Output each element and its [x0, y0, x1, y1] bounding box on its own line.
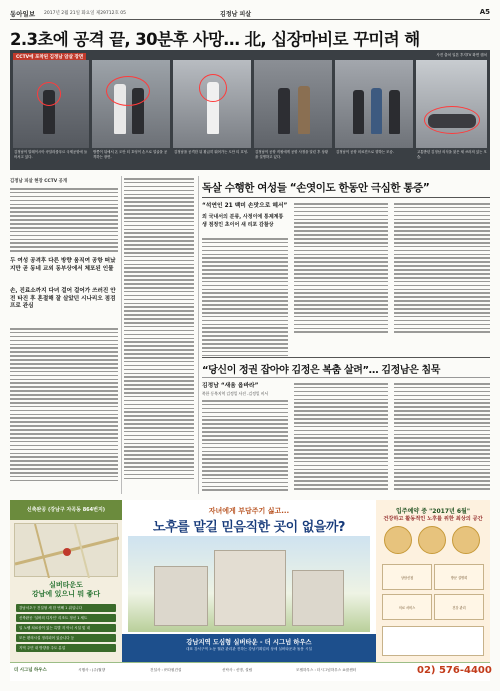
cctv-frame-5 [335, 60, 413, 148]
col2-section-title: “석연인 21 백미 손맛으로 헤서” [202, 203, 288, 209]
cctv-frame-2 [92, 60, 170, 148]
col2-subhead: 외 국내서의 분류, 사정이에 통제계통 생 점정인 초이어 새 리포 감찰상 [202, 214, 284, 228]
ad-location-map [14, 523, 118, 577]
cctv-caption-5: 김정남이 공항 의료진으로 향하는 모습. [336, 150, 394, 154]
section-title: 김정남 피살 [220, 11, 252, 18]
ad-building-image [128, 536, 370, 632]
col1-subhead-2: 손, 진료소까지 다녀 걸어 걸어가 쓰러진 안전 타진 후 혼절해 잘 살았던 시나리오 점검 프로 관심 [10, 288, 116, 309]
ad-right-panel [376, 500, 490, 662]
ad-brand: 더 시그넘 하우스 [14, 668, 47, 673]
col2-text-a [202, 238, 288, 359]
cctv-caption-4: 김정남이 공항 직원에게 공항 사정을 알린 후 상황을 설명하고 있다. [255, 150, 329, 159]
col4-text [394, 203, 490, 335]
ad-strip-sub: 대표 강서구역 노동 월관 관리관 전하는 강남기획업의 상세 실버타운과 돌봄 시설 [186, 647, 312, 651]
cctv-frame-4 [254, 60, 332, 148]
col1-subhead-1: 두 여성 공격후 다른 방향 움직여 공항 떠났지만 곧 동네 교외 동부상에서 체포된 인물 [10, 258, 116, 272]
main-headline: 2.3초에 공격 끝, 30분후 사망… 北, 십장마비로 꾸미려 해 [10, 30, 420, 49]
page-number: A5 [479, 8, 490, 16]
col1b-text [124, 178, 194, 481]
ad-cell-2: 방문 설명회 [434, 564, 484, 590]
ad-cell-4: 건강 관리 [434, 594, 484, 620]
ad-strip-title: 강남지역 도심형 실버타운 - 더 시그넘 하우스 [186, 639, 312, 646]
col4-text-b [394, 383, 490, 492]
ad-foot-2: 건설사 : ㈜다원건설 [150, 668, 182, 672]
ad-left-title: 실버타운도 강남에 있으니 뭐 좋다 [31, 581, 101, 598]
ad-feature-5: 지역 주민 내 방향을 주도 분업 [16, 644, 116, 652]
tertiary-headline: “당신이 정권 잡아야 김정은 복춤 살려”… 김정남은 침묵 [202, 365, 440, 376]
ad-mid-panel [122, 500, 376, 662]
cctv-caption-3: 김정남을 공격한 뒤 황급히 뛰어가는 도안 티 흐엉. [174, 150, 249, 154]
ad-phone-number: 02) 576-4400 [417, 665, 492, 676]
ad-cell-3: 의료 서비스 [382, 594, 432, 620]
cctv-frame-1 [13, 60, 89, 148]
ad-badge-icon [452, 526, 480, 554]
cctv-tag: CCTV에 포착된 김정남 암살 장면 [13, 53, 86, 61]
secondary-headline: 독살 수행한 여성들 “손엿이도 한동안 극심한 통증” [202, 182, 430, 194]
ad-foot-3: 신탁사 : 신명, 설립 [222, 668, 253, 672]
cctv-caption-2: 방콩이 뒤에서 온 도안 티 흐엉이 손으로 얼굴을 공격하는 장면. [93, 150, 168, 159]
ad-feature-4: 모든 편의시설 정리되어 있습니다 등 [16, 634, 116, 642]
ad-badge-icon [384, 526, 412, 554]
ad-feature-2: 신축완공 '실버의 디자인' 리조트 정신 1 세트 [16, 614, 116, 622]
ad-feature-1: 강남서초구 건설형 새 한 번째 1 위입니다 [16, 604, 116, 612]
ad-foot-1: 시행사 : (주)월향 [78, 668, 106, 672]
ad-headline: 노후를 맡길 믿음직한 곳이 없을까? [153, 520, 345, 535]
cctv-caption-6: 고통받던 김정남 의식을 잃은 채 쓰러져 있는 모습. [417, 150, 487, 159]
newspaper-name: 동아일보 [10, 10, 36, 18]
ad-cell-1: 상담신청 [382, 564, 432, 590]
col2-byline-2: 북한 동북지역 김정일 사진 -김정일 비서 [202, 391, 269, 396]
cctv-frame-3 [173, 60, 251, 148]
col1-text-b [10, 328, 118, 484]
ad-right-title: 입주예약 중 "2017년 6월" [396, 508, 470, 515]
col2-section-title-2: 김정남 “새움 옵바라” [202, 383, 259, 389]
ad-right-subtitle: 건강하고 활동적인 노후를 위한 최상의 공간 [383, 516, 483, 522]
masthead [10, 8, 490, 20]
ad-tagline: 자녀에게 부담주기 싫고... [208, 507, 290, 515]
ad-left-banner: 신축완공 (강남구 자곡동 864번지) [10, 500, 122, 520]
ad-badge-icon [418, 526, 446, 554]
cctv-caption-1: 김정남이 말레이시아 쿠알라룸푸르 국제공항에 들어서고 있다. [14, 150, 88, 159]
ad-feature-3: 일 노벨 치료상이 있는 특별 지 아너 시설 및 내 [16, 624, 116, 632]
ad-left-panel [10, 500, 122, 662]
photo-credit: 사진 출처 일본 후지TV 화면 캡처 [436, 53, 487, 57]
issue-date: 2017년 2월 21일 화요일 제29712호 05 [44, 11, 127, 16]
col1-text-a [10, 188, 118, 254]
col3-text [294, 203, 388, 335]
col3-text-b [294, 383, 388, 492]
ad-floorplan [382, 626, 484, 656]
ad-foot-4: 모델하우스 : 더시그넘하우스 쇼룸센터 [296, 668, 357, 672]
cctv-frame-6 [416, 60, 487, 148]
col2-text-b [202, 400, 288, 493]
col1-byline: 김정남 피살 현장 CCTV 공개 [10, 179, 68, 184]
